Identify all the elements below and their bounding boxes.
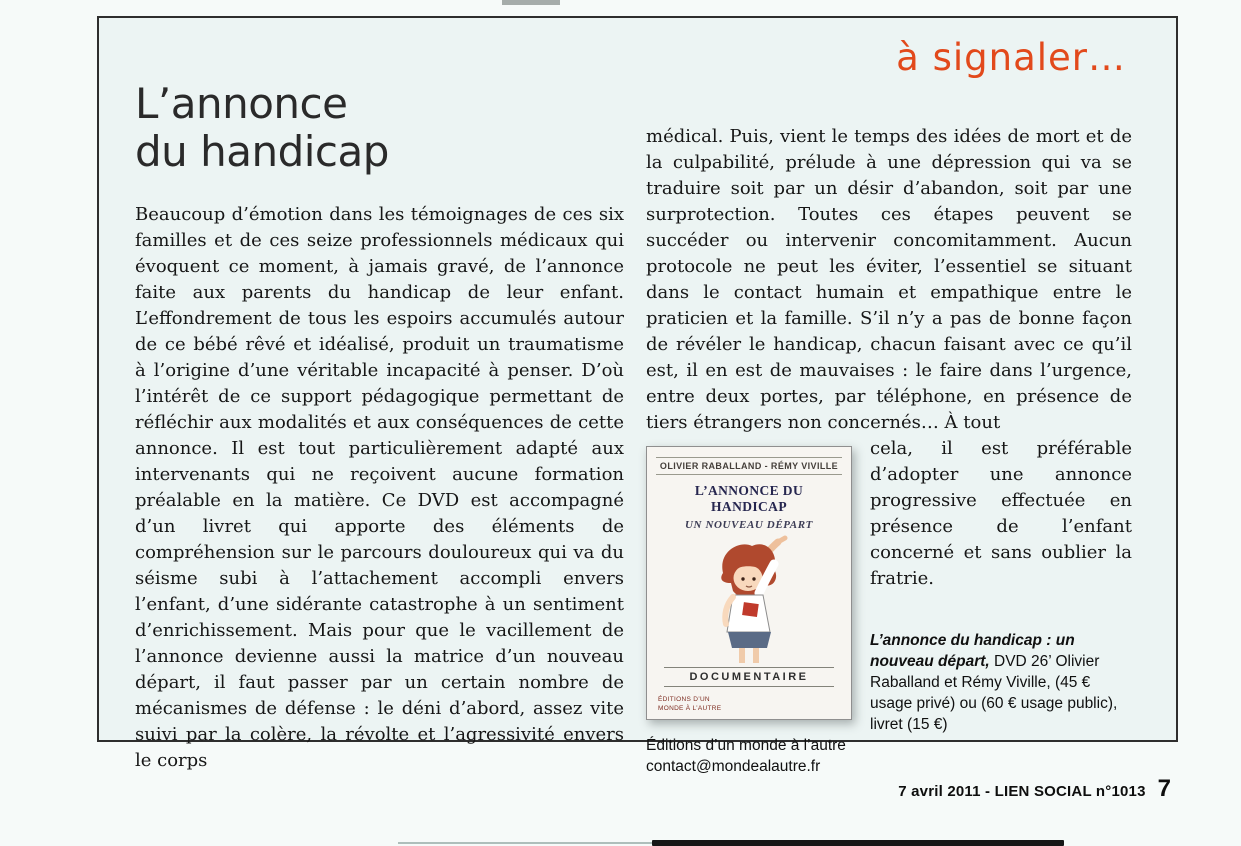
dvd-caption-publisher: Éditions d’un monde à l’autre [646, 737, 846, 754]
article-body-right-part1: médical. Puis, vient le temps des idées de mort et de la culpabilité, prélude à une dépression qui va se traduire soit par un désir d’abandon, soit par une surprotection. Toutes ces étapes peuvent se succéder ou intervenir concomitamment. Aucun protocole ne peut les éviter, l’essentiel se situant dans le contact humain et empathique entre le praticien et la famille. S’il n’y a pas de bonne façon de révéler le handicap, chacun faisant avec ce qu’il est, il en est de mauvaises : le faire dans l’urgence, entre deux portes, par téléphone, en présence de tiers étrangers non concernés… À tout [646, 126, 1132, 433]
column-right [646, 124, 1132, 777]
dvd-cover-figure [646, 446, 852, 720]
article-title-line1: L’annonce [135, 79, 348, 128]
scan-artifact-bottom [652, 840, 1064, 846]
article-frame [97, 16, 1178, 775]
footer-page-number: 7 [1157, 775, 1171, 802]
dvd-cover-subtitle: UN NOUVEAU DÉPART [685, 519, 813, 531]
dvd-cover [646, 446, 852, 720]
dvd-caption-contact: contact@mondealautre.fr [646, 758, 821, 775]
page-footer [898, 775, 1171, 803]
article-title-line2: du handicap [135, 127, 389, 176]
manga-girl-illustration-icon [693, 535, 805, 665]
dvd-cover-genre: DOCUMENTAIRE [664, 667, 834, 687]
dvd-cover-illustration [656, 533, 842, 665]
article-title [135, 80, 624, 176]
dvd-cover-authors: OLIVIER RABALLAND - RÉMY VIVILLE [656, 457, 842, 475]
column-left [135, 80, 624, 774]
dvd-caption-title: L’annonce du handicap : un nouveau départ, [870, 632, 1075, 670]
dvd-cover-publisher: ÉDITIONS D’UN MONDE À L’AUTRE [658, 696, 722, 712]
section-label: à signaler… [896, 36, 1126, 79]
dvd-cover-title: L’ANNONCE DU HANDICAP [694, 483, 804, 514]
article-body-right-part2: cela, il est préférable d’adopter une annonce progressive effectuée en présence de l’enfant concerné et sans oublier la fratrie. [870, 438, 1132, 589]
scan-artifact-bottom-thin [398, 842, 654, 844]
article-body-left: Beaucoup d’émotion dans les témoignages de ces six familles et de ces seize professionnels médicaux qui évoquent ce moment, à jamais gravé, de l’annonce faite aux parents du handicap de leur enfant. L’effondrement de tous les espoirs accumulés autour de ce bébé rêvé et idéalisé, produit un traumatisme à l’origine d’une véritable incapacité à penser. D’où l’intérêt de ce support pédagogique permettant de réfléchir aux modalités et aux conséquences de cette annonce. Il est tout particulièrement adapté aux intervenants qui ne reçoivent aucune formation préalable en la matière. Ce DVD est accompagné d’un livret qui apporte des éléments de compréhension sur le parcours douloureux qui va du séisme subi à l’attachement accompli envers l’enfant, d’une sidérante catastrophe à un sentiment d’enrichissement. Mais pour que le vacillement de l’annonce devienne aussi la matrice d’un nouveau départ, il faut passer par un certain nombre de mécanismes de défense : le déni d’abord, assez vite suivi par la colère, la révolte et l’agressivité envers le corps [135, 204, 624, 771]
footer-issue-label: 7 avril 2011 - LIEN SOCIAL n°1013 [898, 783, 1146, 800]
scan-artifact-top [502, 0, 560, 5]
dvd-caption-details: DVD 26’ Olivier Raballand et Rémy Viville, (45 € usage privé) ou (60 € usage public), livret (15 €) [870, 653, 1118, 733]
